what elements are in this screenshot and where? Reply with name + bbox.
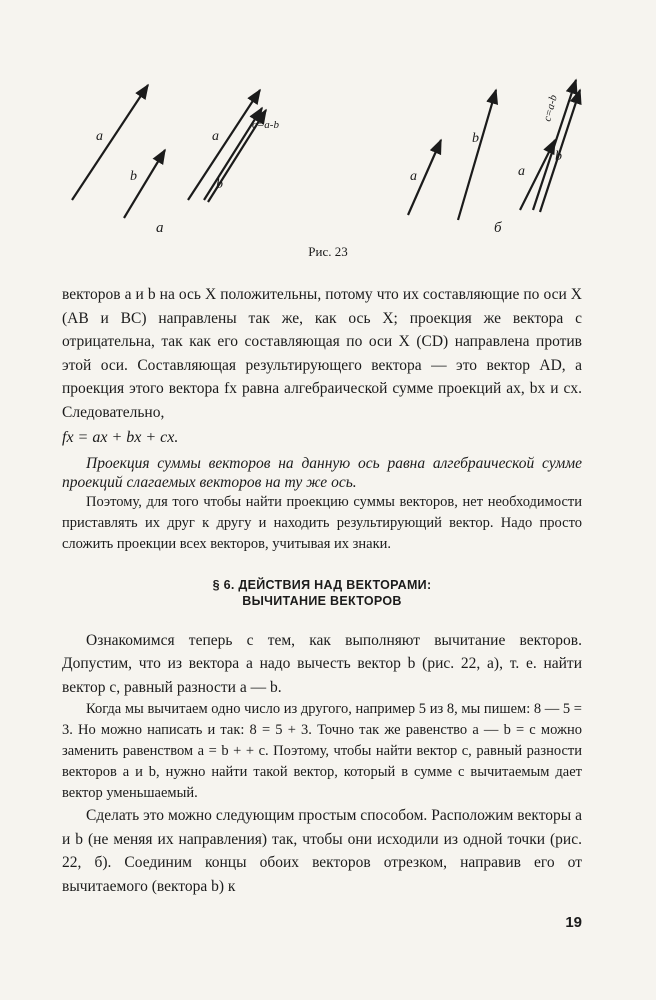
label-c-eq: c=a-b <box>252 119 279 131</box>
heading-line-1: § 6. ДЕЙСТВИЯ НАД ВЕКТОРАМИ: <box>212 577 432 592</box>
heading-line-2: ВЫЧИТАНИЕ ВЕКТОРОВ <box>242 593 402 608</box>
panel-b-labels <box>410 93 562 236</box>
label-a: a <box>96 129 103 144</box>
vector-a-copy-arrow <box>188 90 260 200</box>
section-heading <box>62 577 582 609</box>
statement-italic: Проекция суммы векторов на данную ось равна алгебраической сумме проекций слагаемых векторов на ту же ось. <box>62 454 582 491</box>
figure-23 <box>0 60 656 250</box>
main-text <box>62 283 582 898</box>
label-c-eq-b: c=a-b <box>541 93 560 123</box>
figure-caption: Рис. 23 <box>308 244 348 259</box>
label-a-b2: a <box>518 164 525 179</box>
paragraph-numbers-example: Когда мы вычитаем одно число из другого, например 5 из 8, мы пишем: 8 — 5 = 3. Но можно написать и так: 8 = 5 + 3. Точно так же равенство a — b = c можно заменить равенством a = b + + c. Поэтому, чтобы найти вектор c, равный разности векторов a и b, нужно найти такой вектор, который в сумме с вычитаемым дает вектор уменьшаемый. <box>62 701 582 801</box>
label-b-b: b <box>472 131 479 146</box>
label-b-b2: b <box>555 149 562 164</box>
panel-a-label: а <box>156 220 164 236</box>
vector-b-b-arrow <box>458 90 496 220</box>
label-a-copy: a <box>212 129 219 144</box>
label-a-b: a <box>410 169 417 184</box>
label-b: b <box>130 169 137 184</box>
paragraph-therefore: Поэтому, для того чтобы найти проекцию суммы векторов, нет необходимости приставлять их друг к другу и находить результирующий вектор. Надо просто сложить проекции всех векторов, учитывая их знаки. <box>62 493 582 552</box>
paragraph-method: Сделать это можно следующим простым способом. Расположим векторы a и b (не меняя их направления) так, чтобы они исходили из одной точки (рис. 22, б). Соединим концы обоих векторов отрезком, направив его от вычитаемого (вектора b) к <box>62 807 582 895</box>
panel-a-labels <box>96 119 279 236</box>
panel-a <box>72 85 266 218</box>
paragraph-projections: векторов a и b на ось X положительны, потому что их составляющие по оси X (AB и BC) направлены так же, как ось X; проекция же вектора c отрицательна, так как его составляющая по оси X (CD) направлена против этой оси. Составляющая результирующего вектора — это вектор AD, а проекция этого вектора fx равна алгебраической сумме проекций ax, bx и cx. Следовательно, <box>62 286 582 421</box>
formula-sum: fx = ax + bx + cx. <box>62 429 179 446</box>
page-number: 19 <box>565 914 582 931</box>
paragraph-intro-subtraction: Ознакомимся теперь с тем, как выполняют вычитание векторов. Допустим, что из вектора a надо вычесть вектор b (рис. 22, а), т. е. найти вектор c, равный разности a — b. <box>62 631 582 696</box>
label-b-copy: b <box>216 177 223 192</box>
panel-b-label: б <box>494 220 502 236</box>
vector-b-arrow <box>124 150 165 218</box>
